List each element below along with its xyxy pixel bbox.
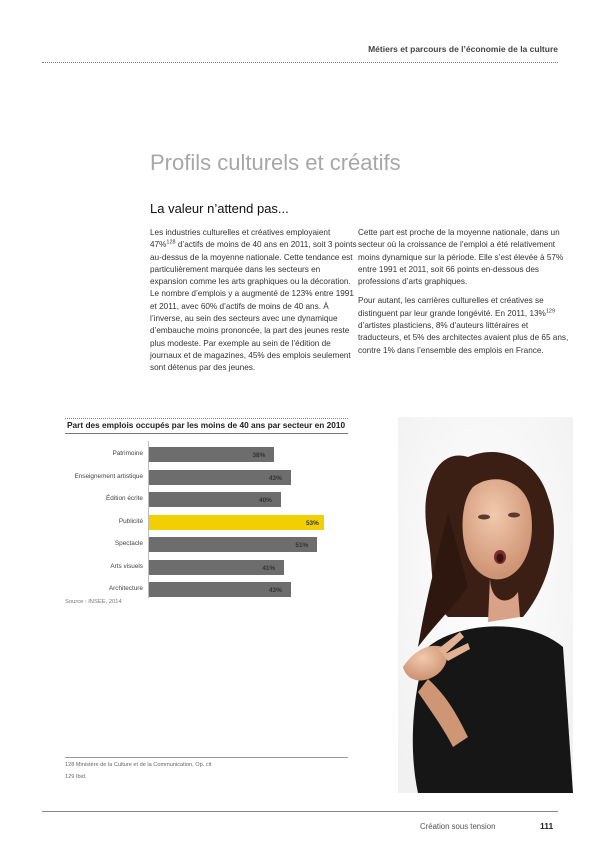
bar-value-label: 38% — [252, 452, 266, 459]
chart-title: Part des emplois occupés par les moins de 40 ans par secteur en 2010 — [67, 420, 346, 430]
footnote: 128 Ministère de la Culture et de la Communication, Op. cit — [65, 762, 212, 768]
footnotes-divider — [65, 757, 348, 758]
page-title: Profils culturels et créatifs — [150, 150, 401, 175]
footnote: 129 Ibid. — [65, 774, 87, 780]
chart-source: Source : INSEE, 2014 — [65, 599, 122, 605]
bar-publicité — [149, 515, 324, 530]
bar-category-label: Édition écrite — [106, 495, 143, 502]
chart-title-rule — [65, 433, 348, 434]
section-subtitle: La valeur n’attend pas... — [150, 201, 289, 216]
bar-category-label: Architecture — [108, 585, 143, 592]
paragraph: Cette part est proche de la moyenne nationale, dans un secteur où la croissance de l’emploi a été relativement moins dynamique sur la période. Elle s’est élevée à 57% entre 1991 et 2011, soit 66 points en-dessous des professions d’arts graphiques. — [358, 228, 564, 287]
bar-category-label: Enseignement artistique — [74, 472, 143, 480]
footer-section-title: Création sous tension — [420, 822, 496, 831]
bar-category-label: Publicité — [118, 517, 143, 525]
bar-category-label: Patrimoine — [112, 450, 143, 457]
footnote-ref[interactable]: 129 — [545, 308, 556, 315]
bar-value-label: 43% — [268, 587, 282, 594]
chart-top-rule — [65, 418, 348, 419]
page-number: 111 — [540, 821, 554, 831]
bar-value-label: 41% — [262, 564, 276, 572]
bar-value-label: 53% — [306, 519, 319, 527]
bar-value-label: 43% — [268, 474, 282, 482]
paragraph: Les industries culturelles et créatives employaient 47%$^{128}$ d’actifs de moins de 40 ans en 2011, soit 3 points au-dessus de la moyenne nationale. Cette tendance est particulièrement marquée dans les secteurs en expansion comme les arts graphiques ou la décoration. Le nombre d’emplois y a augmenté de 123% entre 1991 et 2011, avec 60% d’actifs de moins de 40 ans. À l’inverse, au sein des secteurs avec une dynamique d’embauche moins prononcée, la part des jeunes reste plus modeste. Par exemple au sein de l’édition de journaux et de magazines, 45% des emplois seulement sont détenus par des jeunes. — [150, 228, 357, 373]
paragraph: Pour autant, les carrières culturelles et créatives se distinguent par leur grande longévité. En 2011, 13%$^{129}$ d’artistes plasticiens, 8% d’auteurs littéraires et traducteurs, et 5% des architectes avaient plus de 65 ans, contre 1% dans l’ensemble des emplois en France. — [358, 296, 569, 355]
body-column-left — [150, 227, 358, 382]
bar-category-label: Spectacle — [114, 540, 143, 547]
running-title: Métiers et parcours de l’économie de la culture — [368, 44, 558, 54]
singer-photo — [398, 417, 573, 793]
bar-value-label: 51% — [295, 542, 309, 549]
bar-category-label: Arts visuels — [110, 562, 143, 570]
bar-value-label: 40% — [259, 497, 272, 504]
header-divider — [42, 62, 558, 63]
footnote-ref[interactable]: 128 — [166, 239, 176, 246]
body-column-right — [358, 227, 570, 364]
footer-divider — [42, 811, 558, 812]
bar-spectacle — [149, 537, 317, 552]
